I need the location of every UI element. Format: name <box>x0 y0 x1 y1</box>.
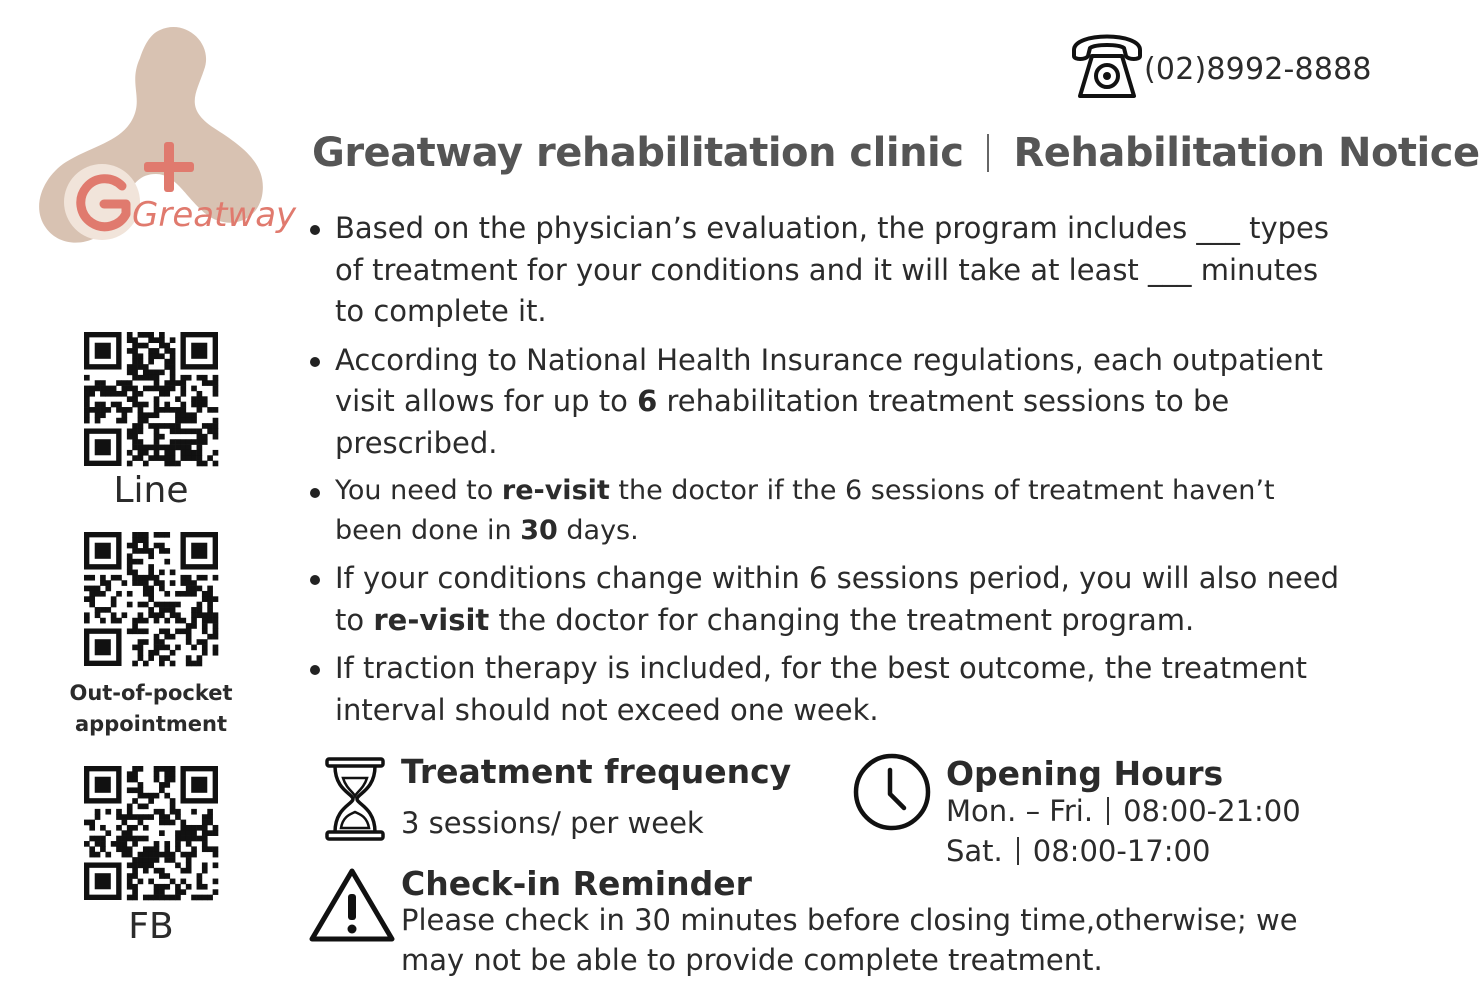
appointment-qr-label: Out-of-pocket appointment <box>69 681 233 736</box>
notice-item-evaluation: Based on the physician’s evaluation, the program includes ___ types of treatment for your conditions and it will take at least ___ minutes to complete it. <box>308 208 1348 333</box>
clock-icon <box>852 752 932 832</box>
hours-weekday: Mon. – Fri. 08:00-21:00 <box>946 794 1301 828</box>
fb-qr-label: FB <box>128 906 174 947</box>
logo-wordmark: Greatway <box>132 195 297 235</box>
appointment-qr-code-icon[interactable] <box>84 532 218 666</box>
hours-saturday: Sat. 08:00-17:00 <box>946 834 1211 868</box>
phone-number: (02)8992-8888 <box>1144 52 1372 87</box>
notice-item-revisit-30-days: You need to re-visit the doctor if the 6 sessions of treatment haven’t been done in 30 days. <box>308 471 1348 551</box>
fb-qr-code-icon[interactable] <box>84 766 218 900</box>
line-qr-label: Line <box>113 470 189 511</box>
line-qr-code-icon[interactable] <box>84 332 218 466</box>
notice-item-traction: If traction therapy is included, for the best outcome, the treatment interval should not exceed one week. <box>308 648 1348 731</box>
clinic-name: Greatway rehabilitation clinic <box>312 130 964 176</box>
hours-title: Opening Hours <box>946 754 1224 793</box>
notice-list <box>308 208 1348 738</box>
notice-item-nhi-limit: According to National Health Insurance regulations, each outpatient visit allows for up to 6 rehabilitation treatment sessions to be prescribed. <box>308 340 1348 465</box>
checkin-text: Please check in 30 minutes before closing time,otherwise; we may not be able to provide complete treatment. <box>401 903 1298 977</box>
greatway-logo <box>36 24 297 254</box>
notice-title: Rehabilitation Notice <box>1013 130 1480 176</box>
page-title <box>312 130 1480 176</box>
frequency-title: Treatment frequency <box>401 752 792 791</box>
notice-item-condition-change: If your conditions change within 6 sessions period, you will also need to re-visit the doctor for changing the treatment program. <box>308 558 1348 641</box>
hourglass-icon <box>324 756 386 842</box>
telephone-icon <box>1066 24 1148 102</box>
frequency-value: 3 sessions/ per week <box>401 806 704 840</box>
warning-icon <box>308 866 396 944</box>
checkin-title: Check-in Reminder <box>401 864 752 903</box>
title-divider <box>987 134 989 172</box>
